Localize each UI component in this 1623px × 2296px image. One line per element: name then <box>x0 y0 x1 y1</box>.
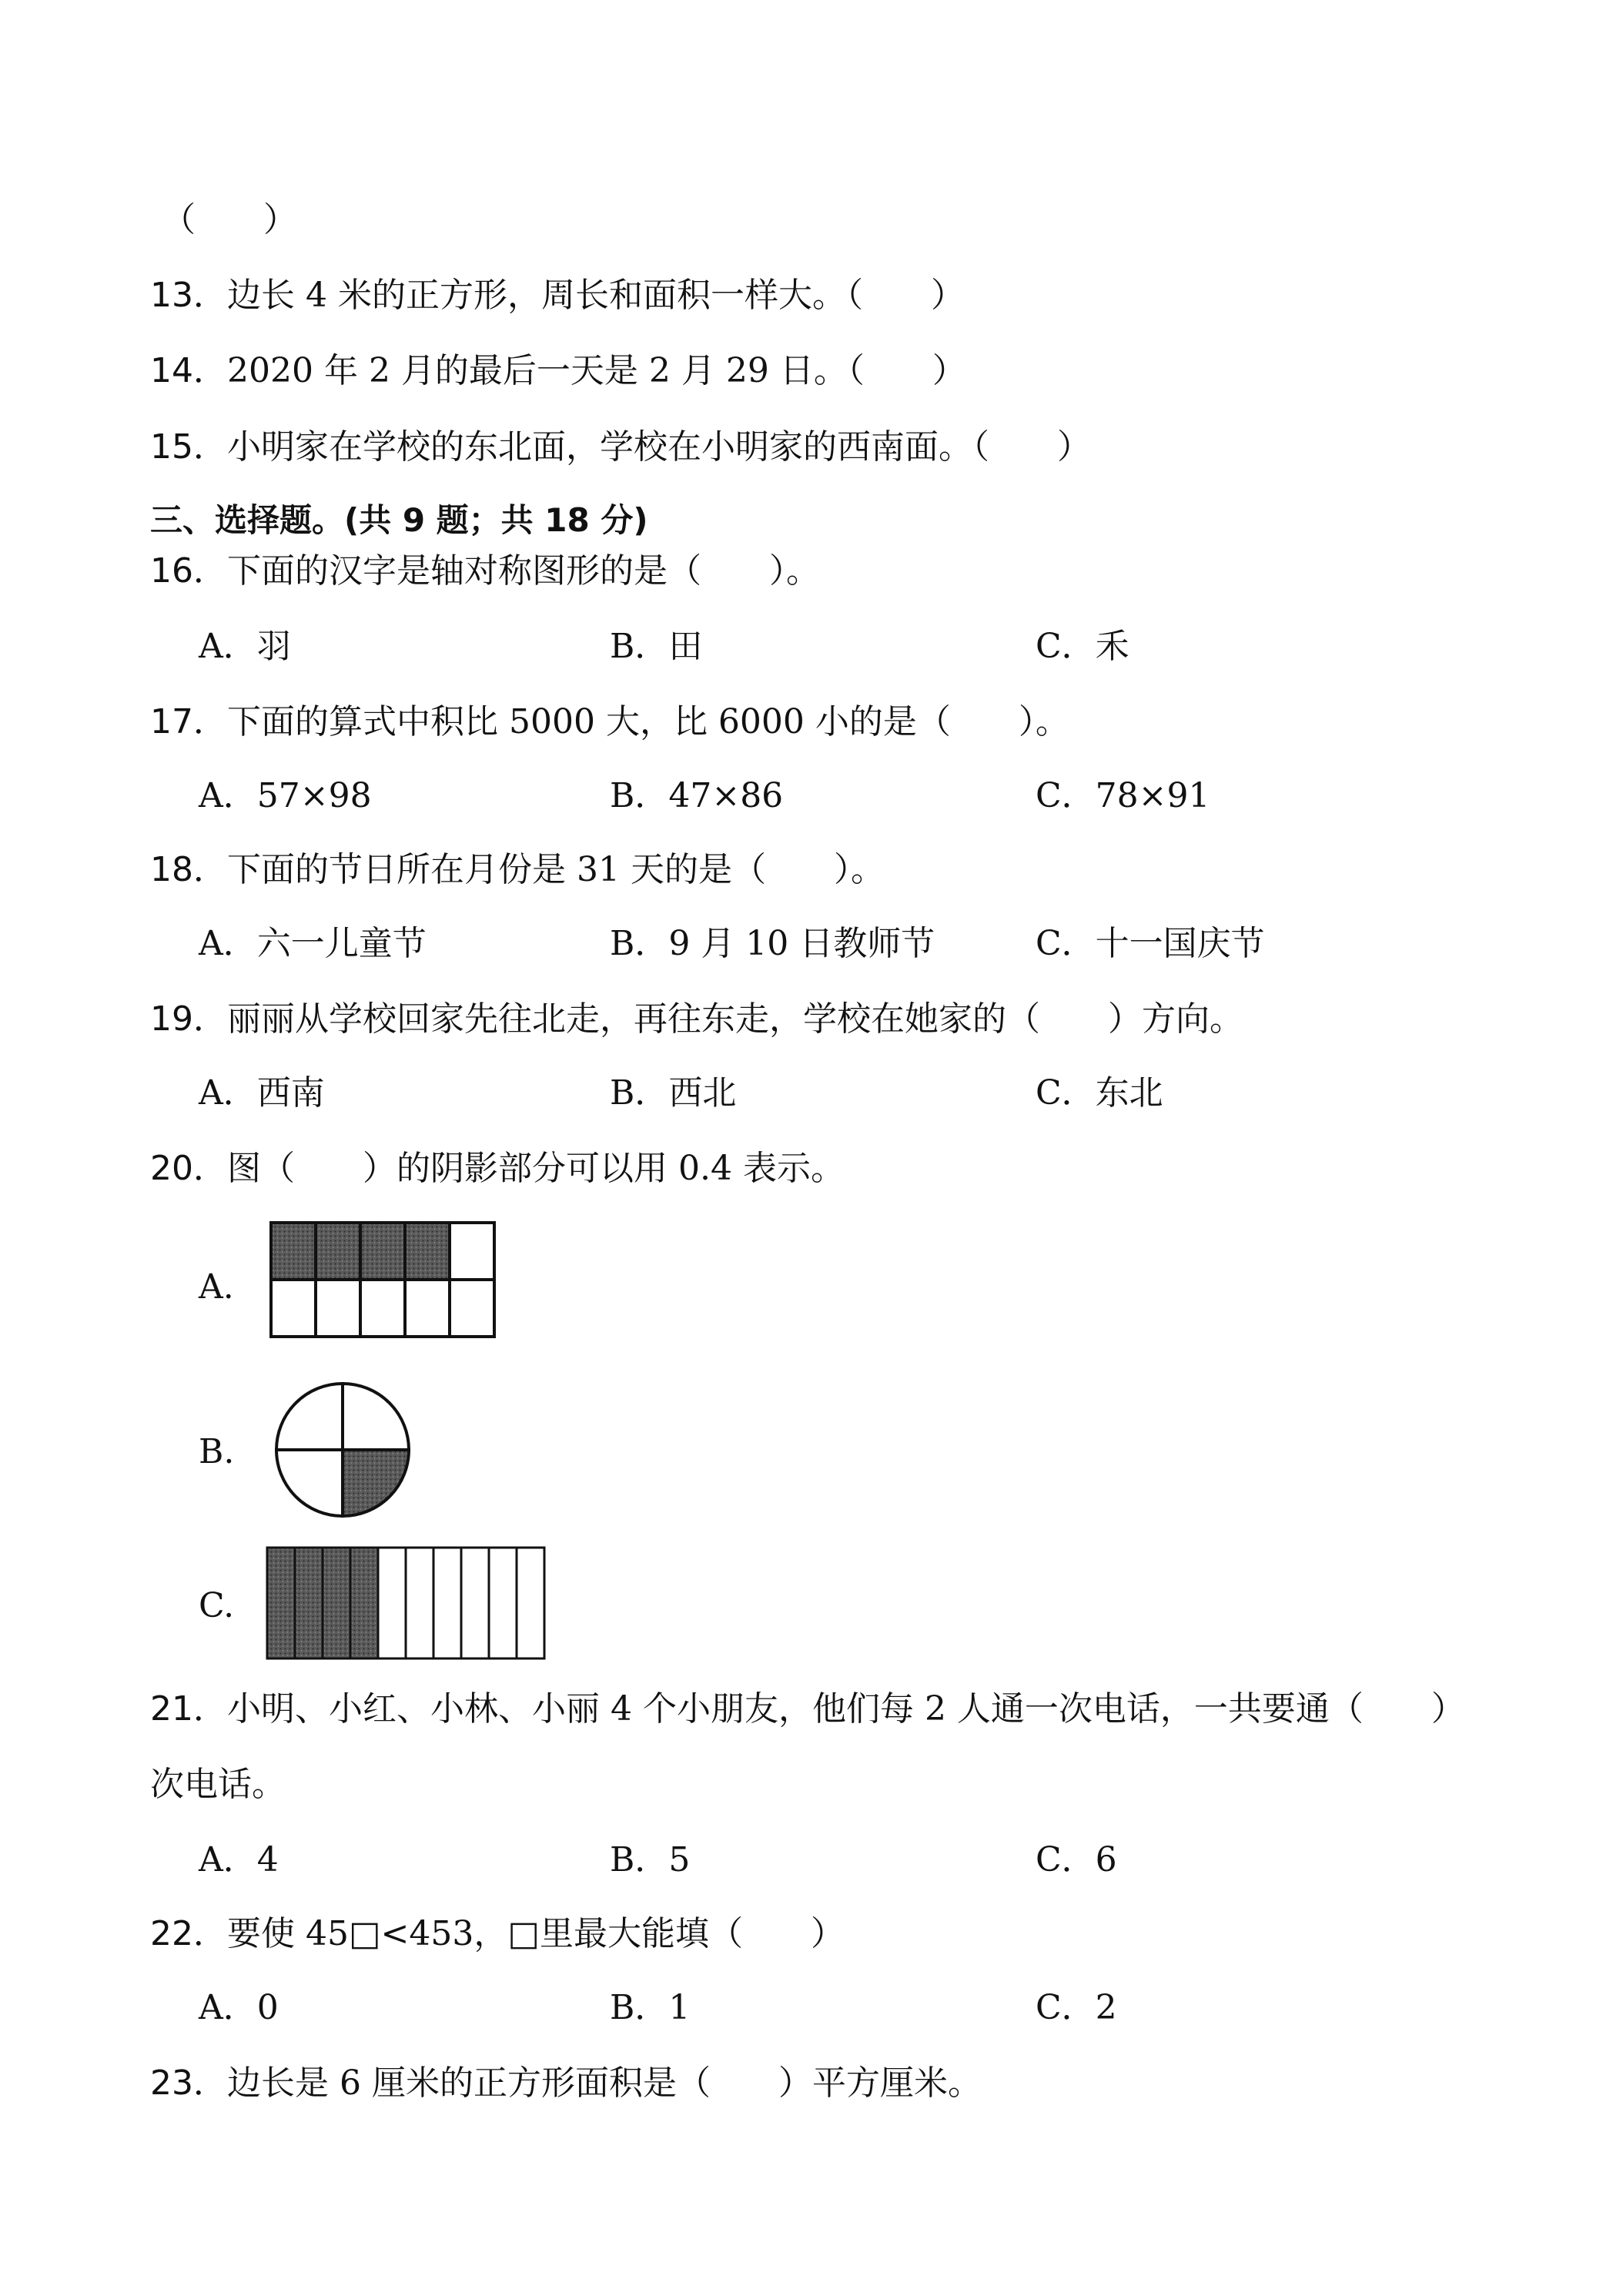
question-19 <box>150 998 1243 1041</box>
empty-strip <box>433 1548 461 1658</box>
option-a: A. <box>199 1267 234 1307</box>
shaded-sector <box>343 1450 409 1516</box>
figure-a-grid <box>269 1221 500 1344</box>
question-text: 丽丽从学校回家先往北走，再往东走，学校在她家的（ ）方向。 <box>227 999 1243 1039</box>
question-number: 19． <box>150 999 227 1039</box>
option-c: C．禾 <box>1036 627 1129 666</box>
empty-cell <box>271 1280 316 1337</box>
question-text: 小明家在学校的东北面，学校在小明家的西南面。（ ） <box>227 427 1091 467</box>
question-text: 要使 45□<453，□里最大能填（ ） <box>227 1914 845 1953</box>
option-c: C．2 <box>1036 1988 1117 2027</box>
empty-sector <box>276 1450 343 1516</box>
question-number: 23． <box>150 2063 227 2103</box>
question-text: 边长是 6 厘米的正方形面积是（ ）平方厘米。 <box>227 2063 982 2103</box>
question-14 <box>150 350 966 393</box>
question-23 <box>150 2062 982 2105</box>
question-number: 17． <box>150 702 227 741</box>
question-text: 小明、小红、小林、小丽 4 个小朋友，他们每 2 人通一次电话，一共要通（ ） <box>227 1689 1465 1729</box>
shaded-cell <box>360 1223 405 1280</box>
empty-strip <box>406 1548 433 1658</box>
shaded-strip <box>295 1548 323 1658</box>
empty-sector <box>343 1384 409 1450</box>
option-a: A．4 <box>199 1840 279 1879</box>
option-c: C. <box>199 1586 235 1625</box>
question-17 <box>150 701 1069 744</box>
question-21-continued: 次电话。 <box>150 1765 286 1804</box>
question-20 <box>150 1147 845 1190</box>
option-b: B．西北 <box>610 1073 737 1113</box>
question-text: 下面的算式中积比 5000 大，比 6000 小的是（ ）。 <box>227 702 1069 741</box>
shaded-cell <box>405 1223 450 1280</box>
previous-answer-blank: （ ） <box>162 200 297 239</box>
empty-strip <box>517 1548 544 1658</box>
empty-cell <box>360 1280 405 1337</box>
question-number: 15． <box>150 427 227 467</box>
shaded-cell <box>271 1223 316 1280</box>
shaded-cell <box>316 1223 360 1280</box>
question-18 <box>150 848 885 892</box>
question-22 <box>150 1913 845 1956</box>
option-b: B. <box>199 1432 235 1471</box>
empty-strip <box>461 1548 489 1658</box>
figure-b-circle <box>269 1377 416 1523</box>
option-a: A．六一儿童节 <box>199 924 427 963</box>
empty-sector <box>276 1384 343 1450</box>
empty-strip <box>489 1548 517 1658</box>
empty-cell <box>405 1280 450 1337</box>
question-number: 13． <box>150 276 227 315</box>
option-b: B．9 月 10 日教师节 <box>610 924 935 963</box>
question-number: 22． <box>150 1914 227 1953</box>
empty-strip <box>378 1548 406 1658</box>
empty-cell <box>450 1280 494 1337</box>
option-a: A．57×98 <box>199 776 372 815</box>
option-b: B．田 <box>610 627 703 666</box>
question-number: 21． <box>150 1689 227 1729</box>
empty-cell <box>316 1280 360 1337</box>
question-text: 图（ ）的阴影部分可以用 0.4 表示。 <box>227 1149 845 1188</box>
option-c: C．78×91 <box>1036 776 1210 815</box>
question-number: 16． <box>150 551 227 591</box>
question-text: 下面的节日所在月份是 31 天的是（ ）。 <box>227 850 885 889</box>
option-a: A．羽 <box>199 627 291 666</box>
option-c: C．东北 <box>1036 1073 1163 1113</box>
question-text: 下面的汉字是轴对称图形的是（ ）。 <box>227 551 820 591</box>
question-number: 20． <box>150 1149 227 1188</box>
section-heading: 三、选择题。(共 9 题；共 18 分) <box>150 501 648 539</box>
question-text: 边长 4 米的正方形，周长和面积一样大。（ ） <box>227 276 965 315</box>
option-a: A．0 <box>199 1988 279 2027</box>
question-16 <box>150 550 820 593</box>
option-b: B．5 <box>610 1840 691 1879</box>
figure-c-strip <box>266 1546 550 1662</box>
option-b: B．47×86 <box>610 776 784 815</box>
shaded-strip <box>350 1548 378 1658</box>
option-c: C．十一国庆节 <box>1036 924 1265 963</box>
option-b: B．1 <box>610 1988 691 2027</box>
question-number: 14． <box>150 351 227 390</box>
question-21 <box>150 1688 1465 1731</box>
question-number: 18． <box>150 850 227 889</box>
option-a: A．西南 <box>199 1073 325 1113</box>
question-text: 2020 年 2 月的最后一天是 2 月 29 日。（ ） <box>227 351 966 390</box>
option-c: C．6 <box>1036 1840 1117 1879</box>
question-15 <box>150 426 1091 469</box>
question-13 <box>150 274 965 317</box>
shaded-strip <box>267 1548 295 1658</box>
shaded-strip <box>323 1548 350 1658</box>
empty-cell <box>450 1223 494 1280</box>
